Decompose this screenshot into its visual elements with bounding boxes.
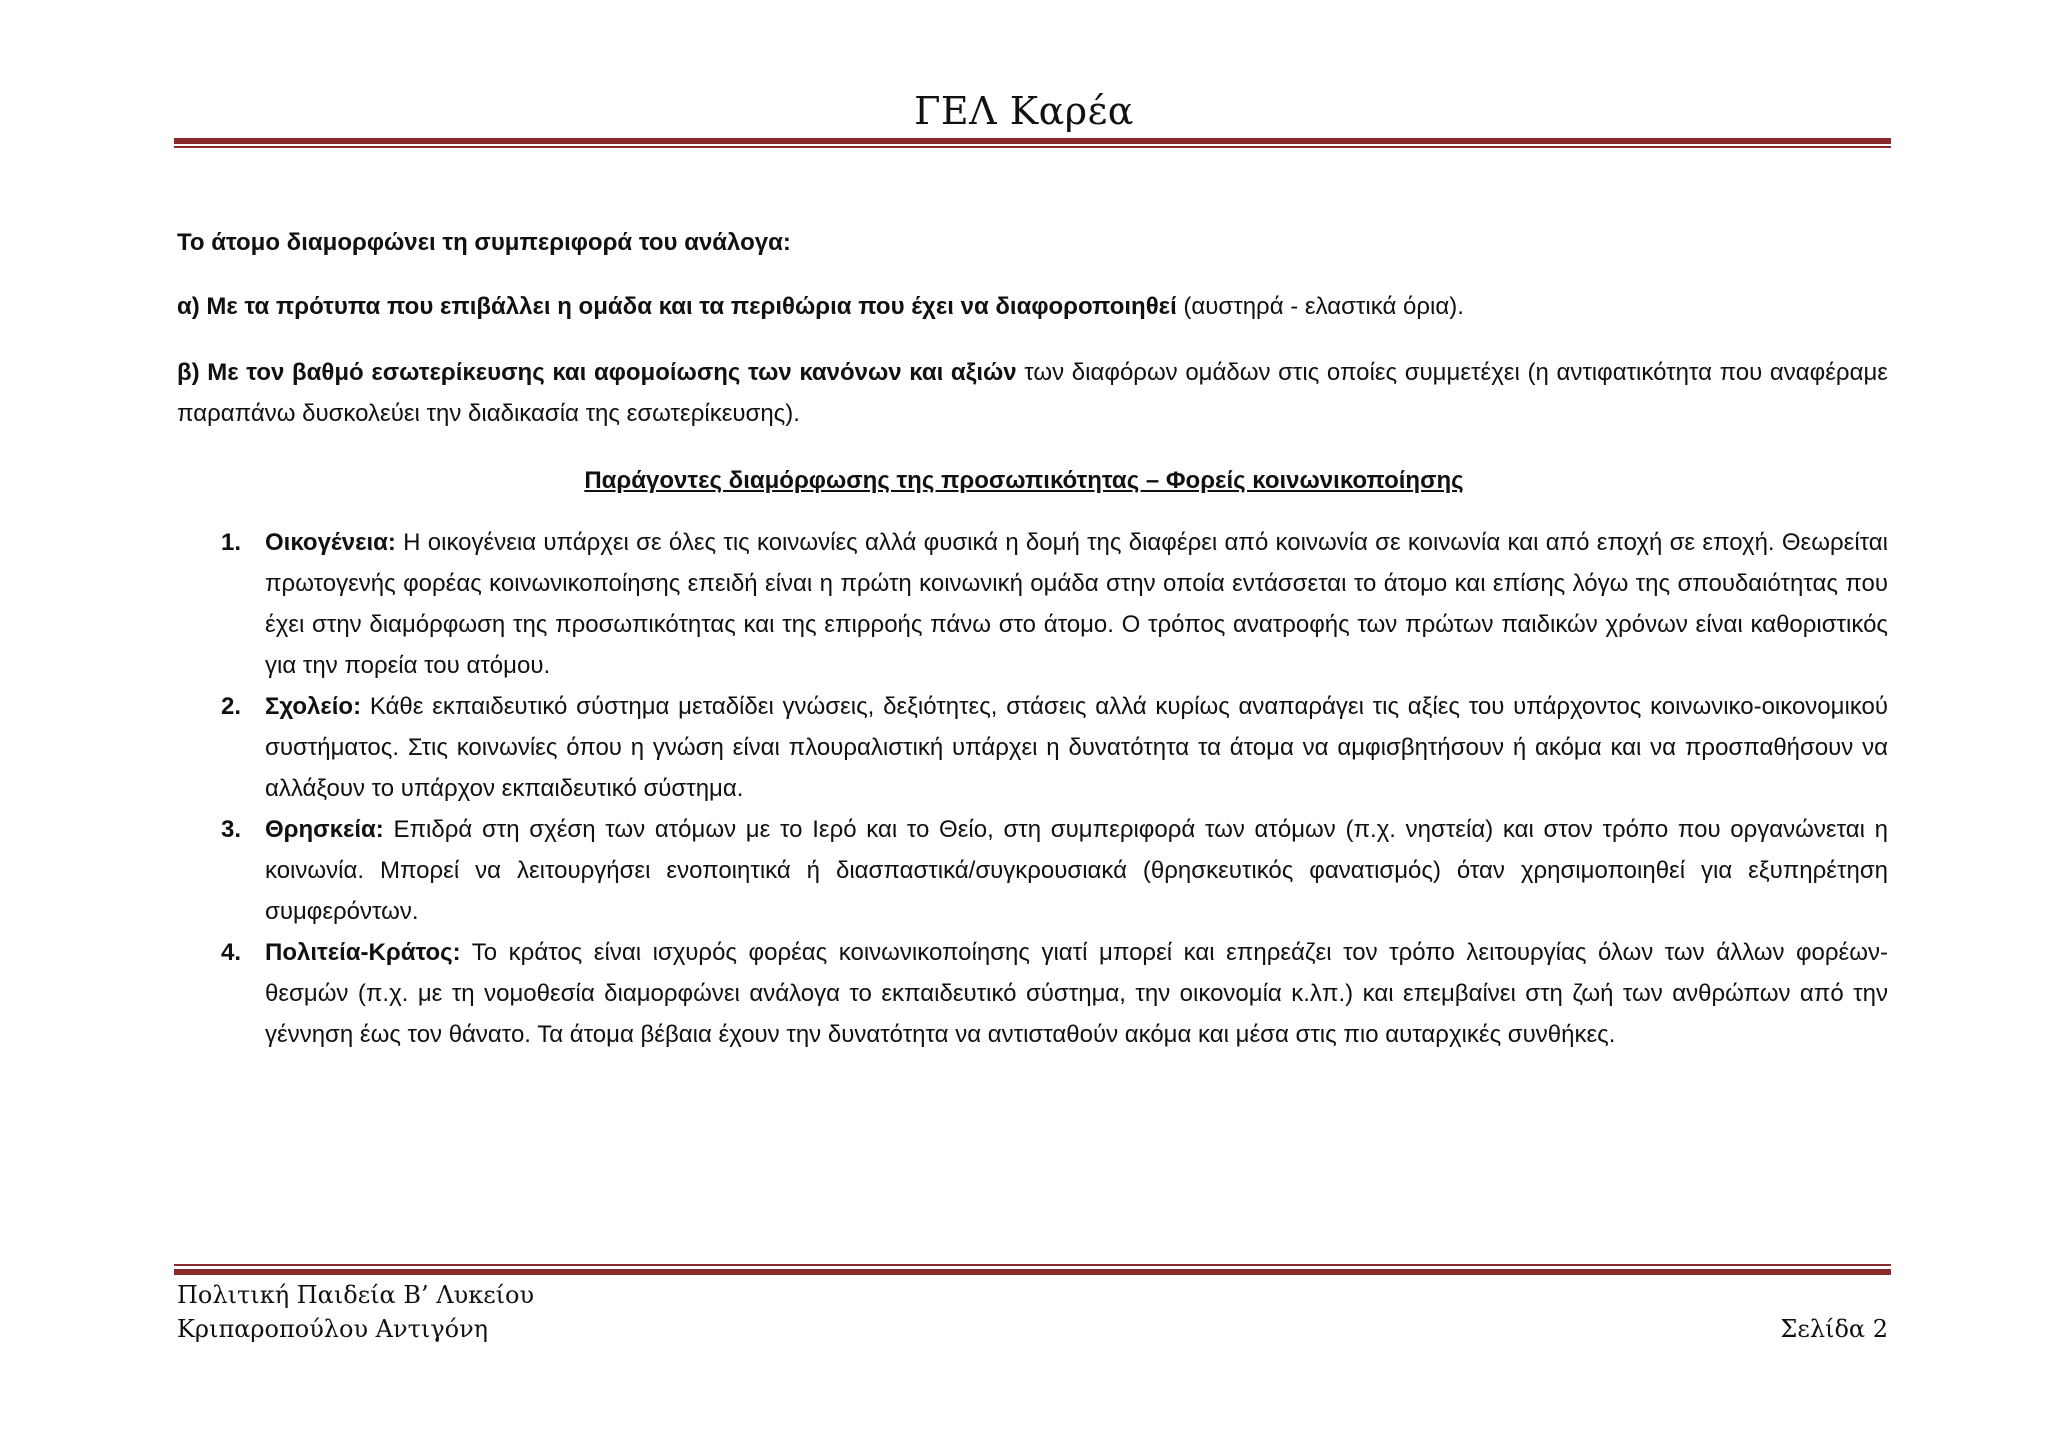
intro-point-a-rest: (αυστηρά - ελαστικά όρια). [1176,293,1464,320]
factor-item-state [177,932,1888,1055]
factor-name: Πολιτεία-Κράτος: [265,939,461,966]
factor-item-religion [177,809,1888,932]
factor-number: 2. [221,693,242,720]
factor-text: Κάθε εκπαιδευτικό σύστημα μεταδίδει γνώσεις, δεξιότητες, στάσεις αλλά κυρίως αναπαράγει τις αξίες του υπάρχοντος κοινωνικο-οικονομικού συστήματος. Στις κοινωνίες όπου η γνώση είναι πλουραλιστική υπάρχει η δυνατότητα τα άτομα να αμφισβητήσουν ή ακόμα και να προσπαθήσουν να αλλάξουν το υπάρχον εκπαιδευτικό σύστημα. [265,693,1888,802]
factor-number: 3. [221,816,242,843]
factor-number: 4. [221,939,242,966]
page-number: Σελίδα 2 [1780,1315,1888,1343]
footer-rule-thick [174,1269,1891,1275]
footer-rule-thin [174,1264,1891,1266]
header-rule-thick [174,138,1891,144]
factor-name: Σχολείο: [265,693,362,720]
factor-text: Το κράτος είναι ισχυρός φορέας κοινωνικοποίησης γιατί μπορεί και επηρεάζει τον τρόπο λειτουργίας όλων των άλλων φορέων-θεσμών (π.χ. με τη νομοθεσία διαμορφώνει ανάλογα το εκπαιδευτικό σύστημα, την οικονομία κ.λπ.) και επεμβαίνει στη ζωή των ανθρώπων από την γέννηση έως τον θάνατο. Τα άτομα βέβαια έχουν την δυνατότητα να αντισταθούν ακόμα και μέσα στις πιο αυταρχικές συνθήκες. [265,939,1888,1048]
footer-course: Πολιτική Παιδεία Β’ Λυκείου [177,1281,535,1309]
intro-point-b-rest: των διαφόρων ομάδων στις οποίες συμμετέχει (η αντιφατικότητα που αναφέραμε παραπάνω δυσκολεύει την διαδικασία της εσωτερίκευσης). [177,359,1888,427]
intro-point-a-bold: α) Με τα πρότυπα που επιβάλλει η ομάδα και τα περιθώρια που έχει να διαφοροποιηθεί [177,293,1177,320]
factor-item-school [177,686,1888,809]
intro-point-b [177,352,1888,434]
factor-item-family [177,522,1888,686]
factor-name: Οικογένεια: [265,529,396,556]
header-title: ΓΕΛ Καρέα [914,89,1134,133]
section-heading: Παράγοντες διαμόρφωσης της προσωπικότητας – Φορείς κοινωνικοποίησης [584,467,1464,494]
factor-text: Η οικογένεια υπάρχει σε όλες τις κοινωνίες αλλά φυσικά η δομή της διαφέρει από κοινωνία σε κοινωνία και από εποχή σε εποχή. Θεωρείται πρωτογενής φορέας κοινωνικοποίησης επειδή είναι η πρώτη κοινωνική ομάδα στην οποία εντάσσεται το άτομο και επίσης λόγω της σπουδαιότητας που έχει στην διαμόρφωση της προσωπικότητας και της επιρροής πάνω στο άτομο. Ο τρόπος ανατροφής των πρώτων παιδικών χρόνων είναι καθοριστικός για την πορεία του ατόμου. [265,529,1888,679]
intro-point-a [177,286,1888,327]
factor-number: 1. [221,529,242,556]
intro-point-b-bold: β) Με τον βαθμό εσωτερίκευσης και αφομοίωσης των κανόνων και αξιών [177,359,1017,386]
factor-list [177,522,1888,1055]
intro-lead: Το άτομο διαμορφώνει τη συμπεριφορά του ανάλογα: [177,229,791,256]
factor-text: Επιδρά στη σχέση των ατόμων με το Ιερό και το Θείο, στη συμπεριφορά των ατόμων (π.χ. νηστεία) και στον τρόπο που οργανώνεται η κοινωνία. Μπορεί να λειτουργήσει ενοποιητικά ή διασπαστικά/συγκρουσιακά (θρησκευτικός φανατισμός) όταν χρησιμοποιηθεί για εξυπηρέτηση συμφερόντων. [265,816,1888,925]
header-rule-thin [174,146,1891,148]
footer-left [177,1278,534,1346]
footer-author: Κριπαροπούλου Αντιγόνη [177,1315,489,1343]
factor-name: Θρησκεία: [265,816,384,843]
